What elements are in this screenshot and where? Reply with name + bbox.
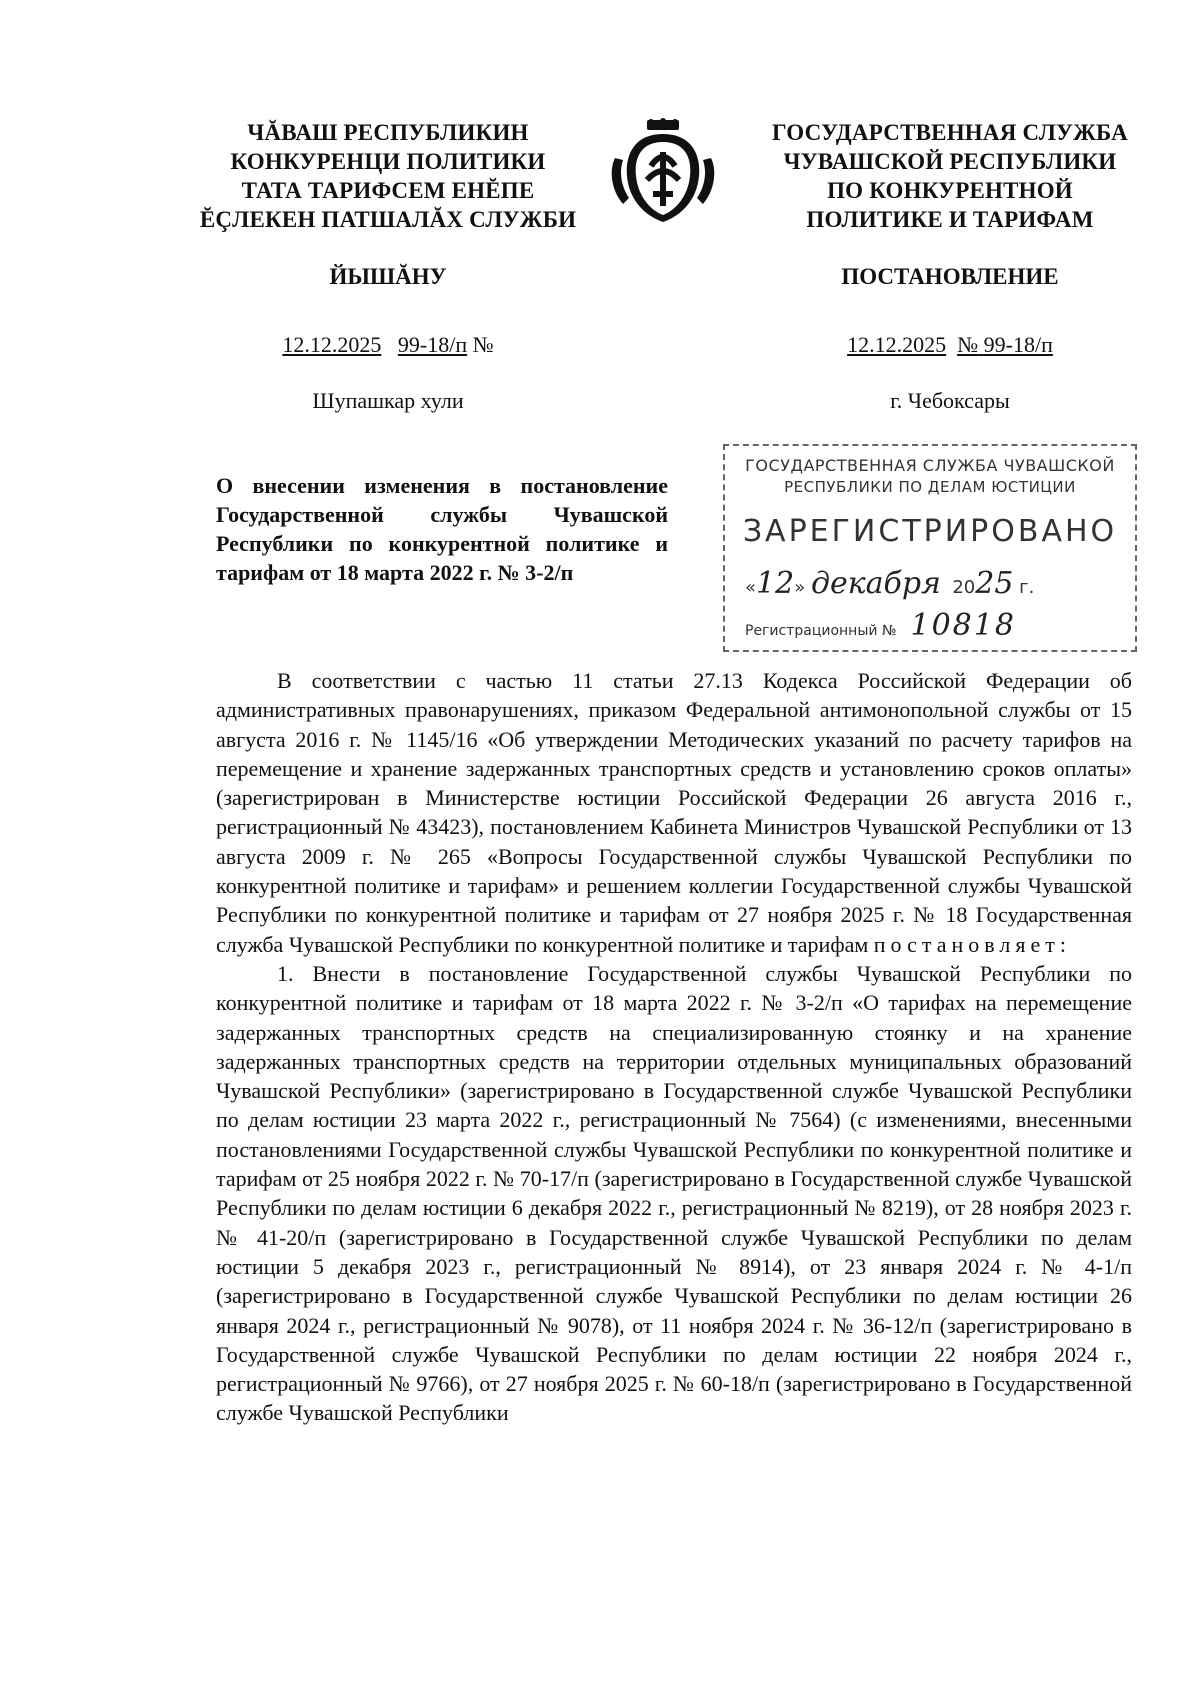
body-paragraph — [216, 666, 1132, 959]
header-right-org-name — [740, 118, 1160, 234]
stamp-reg — [745, 608, 1125, 643]
doc-type-left: ЙЫШĂНУ — [329, 264, 447, 289]
header-left-line: КОНКУРЕНЦИ ПОЛИТИКИ — [230, 149, 546, 174]
doc-date: 12.12.2025 — [847, 332, 947, 357]
doc-number: 99-18/п — [397, 332, 468, 357]
body-paragraph: 1. Внести в постановление Государственной службы Чувашской Республики по конкурентной политике и тарифам от 18 марта 2022 г. № 3-2/п «О тарифах на перемещение задержанных транспортных средств на специализированную стоянку и на хранение задержанных транспортных средств на территории отдельных муниципальных образований Чувашской Республики» (зарегистрировано в Государственной службе Чувашской Республики по делам юстиции 23 марта 2022 г., регистрационный № 7564) (с изменениями, внесенными постановлениями Государственной службы Чувашской Республики по конкурентной политике и тарифам от 25 ноября 2022 г. № 70-17/п (зарегистрировано в Государственной службе Чувашской Республики по делам юстиции 6 декабря 2022 г., регистрационный № 8219), от 28 ноября 2023 г. № 41-20/п (зарегистрировано в Государственной службе Чувашской Республики по делам юстиции 5 декабря 2023 г., регистрационный № 8914), от 23 января 2024 г. № 4-1/п (зарегистрировано в Государственной службе Чувашской Республики по делам юстиции 26 января 2024 г., регистрационный № 9078), от 11 ноября 2024 г. № 36-12/п (зарегистрировано в Государственной службе Чувашской Республики по делам юстиции 22 ноября 2024 г., регистрационный № 9766), от 27 ноября 2025 г. № 60-18/п (зарегистрировано в Государственной службе Чувашской Республики — [216, 960, 1132, 1426]
stamp-month: декабря — [810, 566, 941, 601]
header-left-line: ТАТА ТАРИФСЕМ ЕНĔПЕ — [241, 178, 535, 203]
stamp-reg-label: Регистрационный № — [745, 623, 897, 639]
paragraph-text: В соответствии с частью 11 статьи 27.13 Кодекса Российской Федерации об административных правонарушениях, приказом Федеральной антимонопольной службы от 15 августа 2016 г. № 1145/16 «Об утверждении Методических указаний по расчету тарифов на перемещение и хранение задержанных транспортных средств и установлению сроков оплаты» (зарегистрирован в Министерстве юстиции Российской Федерации 26 августа 2016 г., регистрационный № 43423), постановлением Кабинета Министров Чувашской Республики от 13 августа 2009 г. № 265 «Вопросы Государственной службы Чувашской Республики по конкурентной политике и тарифам» и решением коллегии Государственной службы Чувашской Республики по конкурентной политике и тарифам от 27 ноября 2025 г. № 18 Государственная служба Чувашской Республики по конкурентной политике и тарифам — [216, 668, 1132, 957]
header-left-line: ЧĂВАШ РЕСПУБЛИКИН — [247, 120, 529, 145]
stamp-reg-number: 10818 — [910, 608, 1016, 643]
stamp-org-line: РЕСПУБЛИКИ ПО ДЕЛАМ ЮСТИЦИИ — [784, 478, 1076, 496]
doc-number-left — [178, 332, 598, 358]
header-right-line: ПОЛИТИКЕ И ТАРИФАМ — [806, 207, 1094, 232]
stamp-date: «12» декабря 2025 г. — [745, 566, 1035, 601]
chuvash-coat-of-arms-icon — [607, 118, 719, 228]
number-sign: № — [472, 332, 494, 357]
stamp-day: 12 — [756, 566, 795, 601]
stamp-year-suffix: 25 — [975, 566, 1014, 601]
number-sign: № — [957, 332, 979, 357]
registration-stamp — [723, 444, 1137, 652]
city-right: г. Чебоксары — [890, 388, 1010, 413]
stamp-year-unit: г. — [1019, 577, 1035, 598]
stamp-org-line: ГОСУДАРСТВЕННАЯ СЛУЖБА ЧУВАШСКОЙ — [745, 456, 1115, 475]
resolve-word: постановляет: — [873, 931, 1071, 957]
doc-type-right: ПОСТАНОВЛЕНИЕ — [841, 264, 1059, 289]
document-body — [216, 666, 1132, 1428]
header-left-org-name — [178, 118, 598, 234]
stamp-year-prefix: 20 — [952, 577, 976, 598]
header-right-line: ГОСУДАРСТВЕННАЯ СЛУЖБА — [772, 120, 1128, 145]
stamp-title: ЗАРЕГИСТРИРОВАНО — [742, 514, 1118, 549]
doc-number: 99-18/п — [983, 332, 1053, 357]
header-right-line: ПО КОНКУРЕНТНОЙ — [827, 178, 1073, 203]
doc-number-right — [740, 332, 1160, 358]
document-subject: О внесении изменения в постановление Государственной службы Чувашской Республики по конкурентной политике и тарифам от 18 марта 2022 г. № 3-2/п — [216, 473, 668, 585]
header-right-line: ЧУВАШСКОЙ РЕСПУБЛИКИ — [783, 149, 1117, 174]
doc-date: 12.12.2025 — [282, 332, 382, 357]
header-left-line: ĔÇЛЕКЕН ПАТШАЛĂХ СЛУЖБИ — [199, 207, 577, 232]
city-left: Шупашкар хули — [312, 388, 464, 413]
